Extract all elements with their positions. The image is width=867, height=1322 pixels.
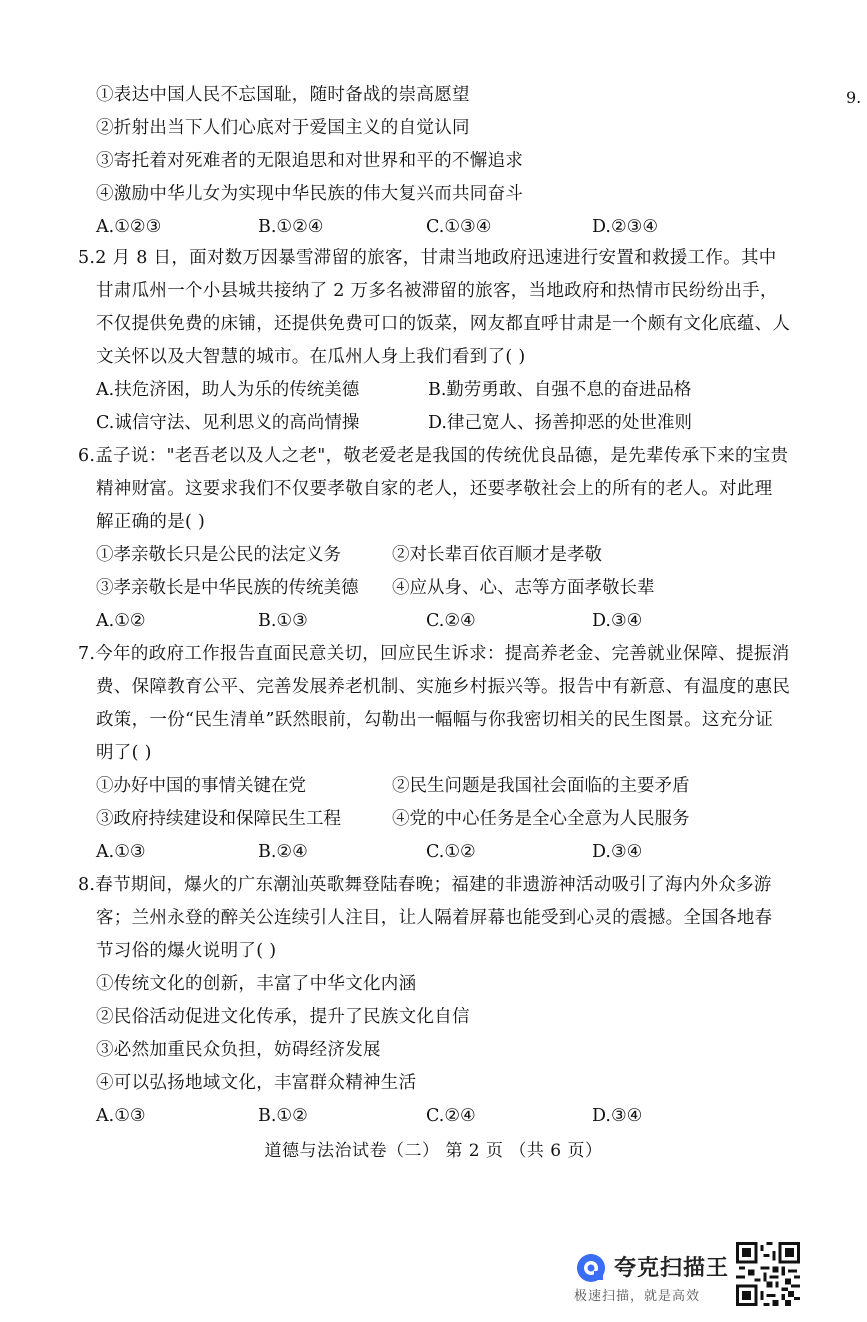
q4-choice-d: D.②③④	[592, 217, 659, 237]
q4-item-1: ①表达中国人民不忘国耻，随时备战的崇高愿望	[96, 85, 470, 105]
q6-choice-c: C.②④	[426, 611, 476, 631]
q5-choice-b: B.勤劳勇敢、自强不息的奋进品格	[428, 380, 692, 400]
q7-item-4: ④党的中心任务是全心全意为人民服务	[392, 809, 690, 829]
q6-items-row-2	[96, 577, 736, 599]
q6-choices	[96, 610, 736, 632]
q8-choice-b: B.①②	[258, 1106, 308, 1126]
q5-stem-4: 文关怀以及大智慧的城市。在瓜州人身上我们看到了( )	[96, 347, 526, 367]
q6-items-row-1	[96, 544, 736, 566]
q6-item-2: ②对长辈百依百顺才是孝敬	[392, 545, 602, 565]
scanner-slogan: 极速扫描，就是高效	[574, 1289, 701, 1304]
q4-choices	[96, 216, 736, 238]
q4-item-2: ②折射出当下人们心底对于爱国主义的自觉认同	[96, 118, 470, 138]
q4-choice-c: C.①③④	[426, 217, 492, 237]
q6-item-1: ①孝亲敬长只是公民的法定义务	[96, 545, 341, 565]
q8-stem-3: 节习俗的爆火说明了( )	[96, 941, 277, 961]
q4-choice-a: A.①②③	[96, 217, 162, 237]
q4-item-4: ④激励中华儿女为实现中华民族的伟大复兴而共同奋斗	[96, 184, 524, 204]
scanner-watermark	[572, 1247, 732, 1307]
q7-items-row-1	[96, 775, 736, 797]
q8-choices	[96, 1105, 736, 1127]
corner-question-number: 9.	[846, 88, 862, 107]
q5-stem-1: 5.2 月 8 日，面对数万因暴雪滞留的旅客，甘肃当地政府迅速进行安置和救援工作。其中	[78, 248, 777, 268]
q7-item-1: ①办好中国的事情关键在党	[96, 776, 306, 796]
q7-stem-3: 政策，一份“民生清单”跃然眼前，勾勒出一幅幅与你我密切相关的民生图景。这充分证	[96, 710, 774, 730]
q5-choice-c: C.诚信守法、见利思义的高尚情操	[96, 413, 360, 433]
q6-item-4: ④应从身、心、志等方面孝敬长辈	[392, 578, 655, 598]
q7-item-3: ③政府持续建设和保障民生工程	[96, 809, 341, 829]
q8-item-1: ①传统文化的创新，丰富了中华文化内涵	[96, 974, 417, 994]
q5-choice-d: D.律己宽人、扬善抑恶的处世准则	[428, 413, 692, 433]
q5-choice-a: A.扶危济困，助人为乐的传统美德	[96, 380, 360, 400]
q8-choice-d: D.③④	[592, 1106, 643, 1126]
q5-stem-2: 甘肃瓜州一个小县城共接纳了 2 万多名被滞留的旅客，当地政府和热情市民纷纷出手，	[96, 281, 778, 301]
q6-item-3: ③孝亲敬长是中华民族的传统美德	[96, 578, 359, 598]
q8-item-2: ②民俗活动促进文化传承，提升了民族文化自信	[96, 1007, 470, 1027]
q7-choice-a: A.①③	[96, 842, 146, 862]
q8-stem-1: 8.春节期间，爆火的广东潮汕英歌舞登陆春晚；福建的非遗游神活动吸引了海内外众多游	[78, 875, 772, 895]
q5-stem-3: 不仅提供免费的床铺，还提供免费可口的饭菜，网友都直呼甘肃是一个颇有文化底蕴、人	[96, 314, 791, 334]
q7-item-2: ②民生问题是我国社会面临的主要矛盾	[392, 776, 690, 796]
q6-stem-2: 精神财富。这要求我们不仅要孝敬自家的老人，还要孝敬社会上的所有的老人。对此理	[96, 479, 773, 499]
q8-choice-a: A.①③	[96, 1106, 146, 1126]
q7-items-row-2	[96, 808, 736, 830]
q4-item-3: ③寄托着对死难者的无限追思和对世界和平的不懈追求	[96, 151, 524, 171]
q4-choice-b: B.①②④	[258, 217, 324, 237]
q6-stem-1: 6.孟子说："老吾老以及人之老"，敬老爱老是我国的传统优良品德，是先辈传承下来的宝贵	[78, 446, 789, 466]
q8-item-4: ④可以弘扬地域文化，丰富群众精神生活	[96, 1073, 417, 1093]
q7-stem-2: 费、保障教育公平、完善发展养老机制、实施乡村振兴等。报告中有新意、有温度的惠民	[96, 677, 791, 697]
q7-choices	[96, 841, 736, 863]
q6-choice-a: A.①②	[96, 611, 146, 631]
q8-choice-c: C.②④	[426, 1106, 476, 1126]
q5-choices-row-2	[96, 412, 736, 434]
q8-item-3: ③必然加重民众负担，妨碍经济发展	[96, 1040, 381, 1060]
q7-stem-1: 7.今年的政府工作报告直面民意关切，回应民生诉求：提高养老金、完善就业保障、提振消	[78, 644, 790, 664]
q7-choice-b: B.②④	[258, 842, 308, 862]
q6-choice-d: D.③④	[592, 611, 643, 631]
q7-stem-4: 明了( )	[96, 743, 152, 763]
q6-stem-3: 解正确的是( )	[96, 512, 206, 532]
page-footer: 道德与法治试卷（二） 第 2 页 （共 6 页）	[264, 1141, 603, 1161]
q6-choice-b: B.①③	[258, 611, 308, 631]
scanner-brand-name: 夸克扫描王	[614, 1256, 730, 1281]
q7-choice-d: D.③④	[592, 842, 643, 862]
q8-stem-2: 客；兰州永登的醉关公连续引人注目，让人隔着屏幕也能受到心灵的震撼。全国各地春	[96, 908, 773, 928]
quark-logo-icon	[576, 1253, 606, 1283]
q5-choices-row-1	[96, 379, 736, 401]
q7-choice-c: C.①②	[426, 842, 476, 862]
qr-code-icon	[736, 1242, 800, 1306]
